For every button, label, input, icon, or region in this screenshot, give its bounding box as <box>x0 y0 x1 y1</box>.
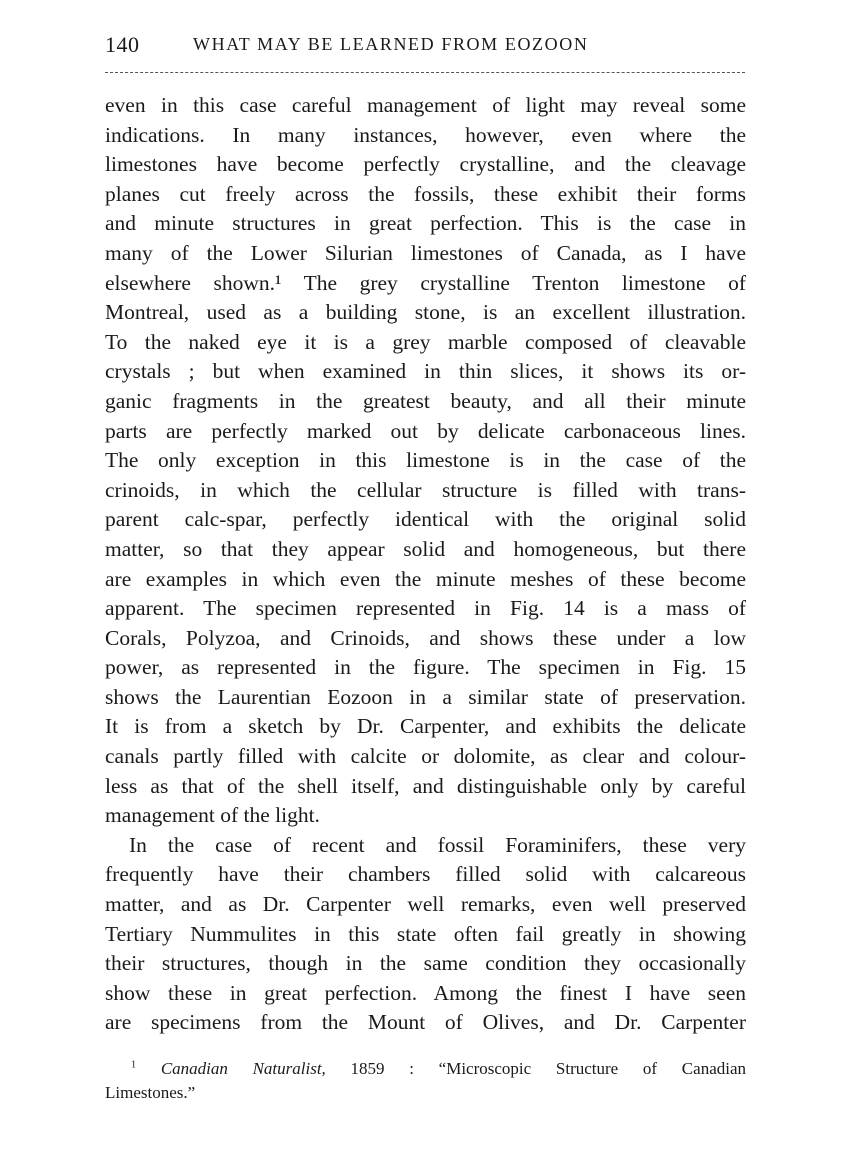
text-line: many of the Lower Silurian limestones of Canada, as I have <box>105 240 746 265</box>
text-line: planes cut freely across the fossils, these exhibit their forms <box>105 181 746 206</box>
footnote-line <box>105 1057 746 1081</box>
text-line: limestones have become perfectly crystalline, and the cleavage <box>105 152 746 177</box>
text-line: In the case of recent and fossil Foraminifers, these very <box>129 832 746 857</box>
text-line: apparent. The specimen represented in Fig. 14 is a mass of <box>105 596 746 621</box>
text-line: shows the Laurentian Eozoon in a similar state of preservation. <box>105 684 746 709</box>
text-line: Tertiary Nummulites in this state often fail greatly in showing <box>105 921 746 946</box>
text-line: their structures, though in the same condition they occasionally <box>105 951 746 976</box>
text-line: are specimens from the Mount of Olives, and Dr. Carpenter <box>105 1010 746 1035</box>
text-line: elsewhere shown.¹ The grey crystalline Trenton limestone of <box>105 270 746 295</box>
text-line: parent calc-spar, perfectly identical with the original solid <box>105 507 746 532</box>
text-line: canals partly filled with calcite or dolomite, as clear and colour- <box>105 744 746 769</box>
text-line: and minute structures in great perfection. This is the case in <box>105 211 746 236</box>
footnote-line: Limestones.” <box>105 1083 196 1102</box>
text-line: indications. In many instances, however, even where the <box>105 122 746 147</box>
footnote <box>105 1057 746 1105</box>
text-line: frequently have their chambers filled solid with calcareous <box>105 862 746 887</box>
text-line: The only exception in this limestone is in the case of the <box>105 448 746 473</box>
text-line: show these in great perfection. Among the finest I have seen <box>105 980 746 1005</box>
text-line: crinoids, in which the cellular structure is filled with trans- <box>105 477 746 502</box>
running-title: WHAT MAY BE LEARNED FROM EOZOON <box>193 34 589 54</box>
text-line: even in this case careful management of light may reveal some <box>105 93 746 117</box>
text-line: matter, and as Dr. Carpenter well remarks, even well preserved <box>105 892 746 917</box>
body-text <box>105 91 746 1038</box>
footnote-source: Canadian Naturalist, <box>160 1059 326 1078</box>
text-line: are examples in which even the minute meshes of these become <box>105 566 746 591</box>
text-line: management of the light. <box>105 803 320 828</box>
text-line: Montreal, used as a building stone, is an excellent illustration. <box>105 300 746 325</box>
footnote-marker: 1 <box>131 1059 137 1071</box>
running-header <box>105 32 745 62</box>
text-line: Corals, Polyzoa, and Crinoids, and shows these under a low <box>105 625 746 650</box>
text-line: To the naked eye it is a grey marble composed of cleavable <box>105 329 746 354</box>
footnote-text: 1859 : “Microscopic Structure of Canadian <box>325 1059 747 1078</box>
page-number: 140 <box>105 32 140 57</box>
text-line: less as that of the shell itself, and distinguishable only by careful <box>105 773 746 798</box>
text-line: power, as represented in the figure. The specimen in Fig. 15 <box>105 655 746 680</box>
text-line: It is from a sketch by Dr. Carpenter, and exhibits the delicate <box>105 714 746 739</box>
text-line: matter, so that they appear solid and homogeneous, but there <box>105 536 746 561</box>
header-rule <box>105 72 745 73</box>
text-line: parts are perfectly marked out by delicate carbonaceous lines. <box>105 418 746 443</box>
text-line: ganic fragments in the greatest beauty, and all their minute <box>105 388 746 413</box>
text-line: crystals ; but when examined in thin slices, it shows its or- <box>105 359 746 384</box>
